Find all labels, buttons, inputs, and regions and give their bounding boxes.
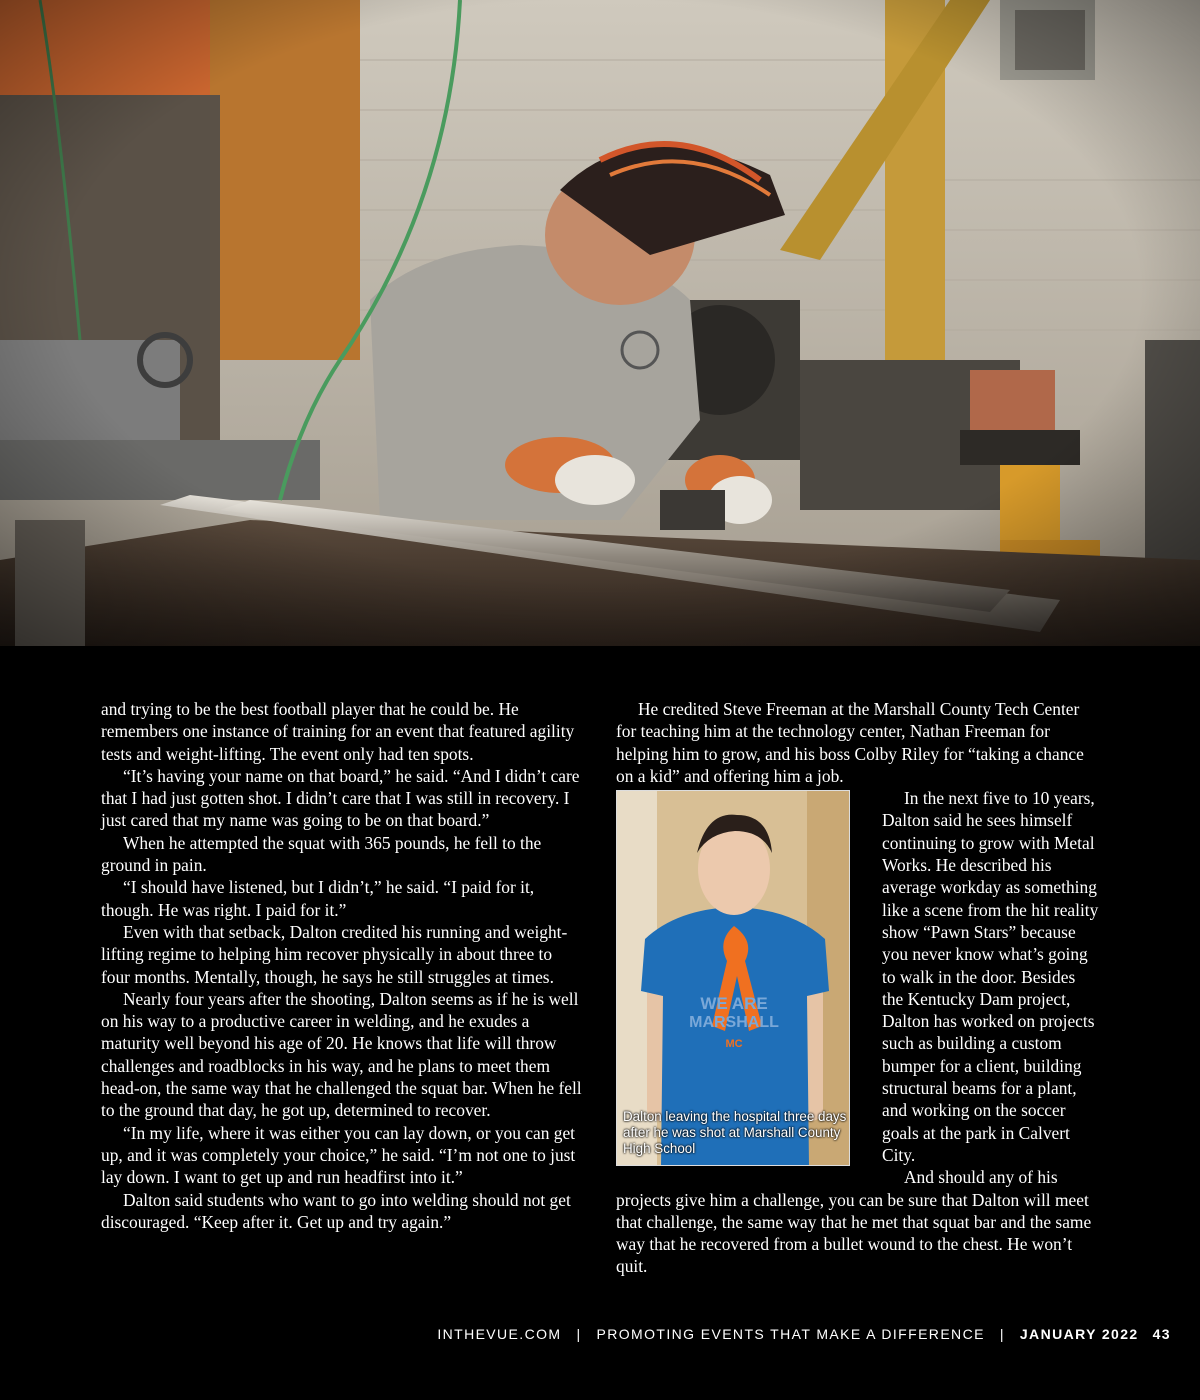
page-number: 43 [1152, 1326, 1171, 1342]
photo-caption: Dalton leaving the hospital three days after he was shot at Marshall County High School [623, 1109, 847, 1156]
article-paragraph: Dalton said students who want to go into welding should not get discouraged. “Keep after it. Get up and try again.” [101, 1189, 571, 1232]
article-paragraph: He credited Steve Freeman at the Marshall County Tech Center for teaching him at the technology center, Nathan Freeman for helping him to grow, and his boss Colby Riley for “taking a chance on a kid” and offering him a job. [616, 699, 1084, 786]
shirt-text-marshall: MARSHALL [689, 1014, 779, 1032]
shirt-text-we-are: WE ARE [700, 994, 768, 1014]
footer-tagline: PROMOTING EVENTS THAT MAKE A DIFFERENCE [596, 1326, 985, 1342]
article-paragraph: When he attempted the squat with 365 pounds, he fell to the ground in pain. [101, 832, 542, 876]
article-paragraph: In the next five to 10 years, Dalton said he sees himself continuing to grow with Metal Works. He described his average workday as something like a scene from the hit reality show “Pawn Stars” because you never know what’s going to walk in the door. Besides the Kentucky Dam project, Dalton has worked on projects such as building a custom bumper for a client, building structural beams for a plant, and working on the soccer goals at the park in Calvert City. [882, 788, 1099, 1165]
footer-site: INTHEVUE.COM [437, 1326, 562, 1342]
article-paragraph: “In my life, where it was either you can lay down, or you can get up, and it was completely your choice,” he said. “I’m not one to just lay down. I want to get up and run headfirst into it.” [101, 1122, 576, 1188]
article-column-left [101, 698, 585, 1233]
article-paragraph: Nearly four years after the shooting, Dalton seems as if he is well on his way to a productive career in welding, and he exudes a maturity well beyond his age of 20. He knows that life will throw challenges and roadblocks in his way, and he plans to meet them head-on, the same way that he challenged the squat bar. When he fell to the ground that day, he got up, determined to recover. [101, 988, 582, 1121]
article-paragraph: Even with that setback, Dalton credited his running and weight-lifting regime to helping him recover physically in about three to four months. Mentally, though, he says he still struggles at times. [101, 921, 568, 987]
footer-separator: | [999, 1326, 1005, 1342]
footer-date: JANUARY 2022 [1019, 1326, 1139, 1342]
inset-photo [616, 790, 850, 1166]
page-footer [437, 1326, 1171, 1342]
shirt-logo: MC [725, 1038, 743, 1051]
hero-photo [0, 0, 1200, 646]
article-paragraph: and trying to be the best football player that he could be. He remembers one instance of training for an event that featured agility tests and weight-lifting. The event only had ten spots. [101, 699, 575, 764]
article-paragraph: “I should have listened, but I didn’t,” he said. “I paid for it, though. He was right. I paid for it.” [101, 877, 535, 920]
article-paragraph: And should any of his projects give him a challenge, you can be sure that Dalton will meet that challenge, the same way that he met that squat bar and the same way that he recovered from a bullet wound to the chest. He won’t quit. [616, 1167, 1092, 1277]
article-paragraph: “It’s having your name on that board,” he said. “And I didn’t care that I had just gotten shot. I didn’t care that I was still in recovery. I just cared that my name was going to be on that board.” [101, 765, 580, 831]
footer-separator: | [576, 1326, 582, 1342]
article-column-right [616, 698, 1100, 1278]
